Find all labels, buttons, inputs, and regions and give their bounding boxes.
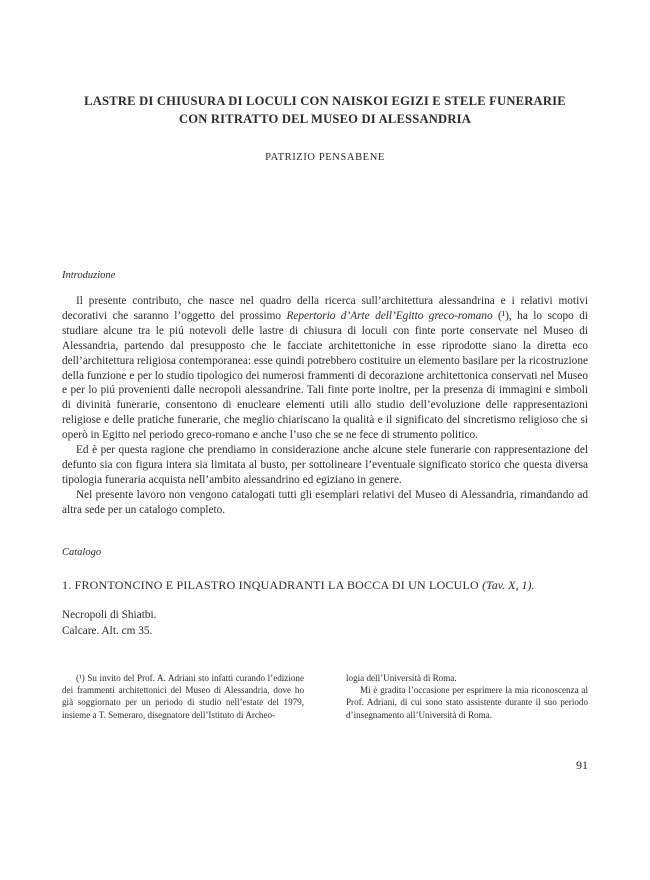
footnote-acknowledgment: Mi è gradita l’occasione per esprimere la mia riconoscenza al Prof. Adriani, di cui sono stato assistente durante il suo periodo d’insegnamento all’Università di Roma. [346, 685, 588, 720]
footnotes [62, 672, 588, 721]
footnote-column-left [62, 672, 304, 721]
footnote-column-right [346, 672, 588, 721]
author-name: PATRIZIO PENSABENE [265, 152, 385, 163]
page-number: 91 [576, 758, 588, 772]
introduction-paragraph-2: Ed è per questa ragione che prendiamo in considerazione anche alcune stele funerarie con rappresentazione del defunto sia con figura intera sia limitata al busto, per sottolineare l’eventuale significato storico che questa diversa tipologia funeraria acquista nell’ambito alessandrino ed egiziano in genere. [62, 444, 588, 486]
footnote-reference-1: (¹), [492, 309, 518, 322]
catalog-entry-title [62, 578, 592, 593]
article-title [50, 92, 600, 128]
footnote-1-text: (¹) Su invito del Prof. A. Adriani sto infatti curando l’edizione dei frammenti architettonici del Museo di Alessandria, dove ho già soggiornato per un periodo di studio nell’estate del 1979, insieme a T. Semeraro, disegnatore dell’Istituto di Archeo- [62, 673, 304, 720]
catalog-entry-material: Calcare. Alt. cm 35. [62, 625, 153, 637]
footnote-1-continuation: logia dell’Università di Roma. [346, 673, 457, 683]
introduction-heading: Introduzione [62, 270, 116, 281]
introduction-body [62, 294, 588, 518]
article-title-line-1: LASTRE DI CHIUSURA DI LOCULI CON NAISKOI EGIZI E STELE FUNERARIE [84, 94, 566, 108]
introduction-paragraph-3: Nel presente lavoro non vengono catalogati tutti gli esemplari relativi del Museo di Alessandria, rimandando ad altra sede per un catalogo completo. [62, 488, 588, 516]
introduction-paragraph-1 [62, 294, 588, 443]
catalog-entry-site: Necropoli di Shiatbi. [62, 609, 157, 621]
plate-reference: (Tav. X, 1). [482, 578, 535, 592]
article-title-line-2: CON RITRATTO DEL MUSEO DI ALESSANDRIA [178, 112, 472, 126]
paragraph-1-text-b: ha lo scopo di studiare alcune tra le piú notevoli delle lastre di chiusura di loculi con finte porte conservate nel Museo di Alessandria, partendo dal presupposto che le facciate architettoniche in esse riprodotte siano la diretta eco dell’architettura religiosa contemporanea: esse quindi potrebbero costituire un elemento basilare per la ricostruzione della funzione e per lo studio tipologico dei numerosi frammenti di decorazione architettonica conservati nel Museo e per lo piú provenienti dalle necropoli alessandrine. Tali finte porte inoltre, per la presenza di immagini e simboli di divinità funerarie, consentono di enucleare elementi utili allo studio dell’evoluzione delle rappresentazioni religiose e delle pratiche funerarie, che meglio chiariscano la qualità e il significato del sincretismo religioso che si operò in Egitto nel periodo greco-romano e anche l’uso che se ne fece di strumento politico. [62, 309, 588, 442]
repertorio-title: Repertorio d’Arte dell’Egitto greco-romano [286, 309, 493, 322]
catalog-heading: Catalogo [62, 547, 102, 558]
paragraph-1-text-a: Il presente contributo, che nasce nel quadro della ricerca sull’architettura alessandrina e i relativi motivi decorativi che saranno l’oggetto del prossimo [62, 295, 588, 322]
catalog-entry-title-text: 1. FRONTONCINO E PILASTRO INQUADRANTI LA BOCCA DI UN LOCULO [62, 578, 483, 592]
